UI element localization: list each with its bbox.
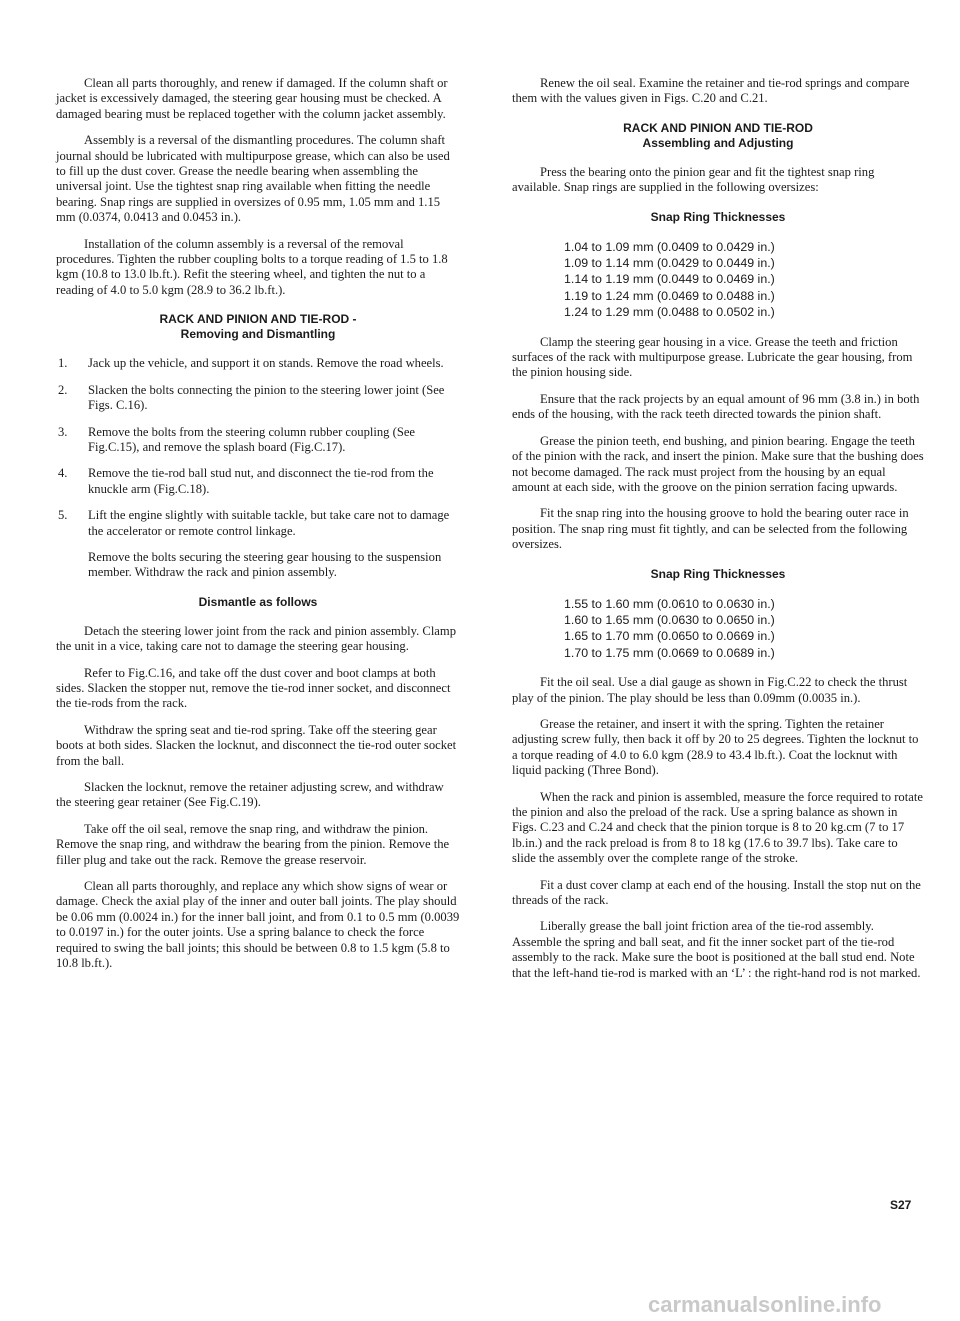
paragraph: Ensure that the rack projects by an equal amount of 96 mm (3.8 in.) in both ends of the housing, with the rack teeth directed towards the pinion shaft. (512, 391, 920, 422)
paragraph: Clean all parts thoroughly, and replace any which show signs of wear or damage. Check the axial play of the inner and outer ball joints. The play should be 0.06 mm (0.0024 in.) for the inner ball joint, and from 0.1 to 0.5 mm (0.0039 to 0.0197 in.) for the outer joints. Use a spring balance to check the force required to swing the ball joints; this should be between 0.8 to 1.5 kgm (5.8 to 10.8 lb.ft.). (56, 879, 460, 971)
section-heading-title: RACK AND PINION AND TIE-ROD (623, 120, 813, 135)
paragraph: Fit a dust cover clamp at each end of the housing. Install the stop nut on the threads of the rack. (512, 877, 921, 908)
step-text: Lift the engine slightly with suitable tackle, but take care not to damage the accelerator or remote control linkage. (88, 508, 450, 538)
table-row: 1.14 to 1.19 mm (0.0449 to 0.0469 in.) (564, 272, 775, 287)
section-heading-subtitle: Removing and Dismantling (180, 327, 336, 342)
paragraph: Liberally grease the ball joint friction area of the tie-rod assembly. Assemble the spring and ball seat, and fit the inner socket part of the tie-rod assembly to the rack. Make sure the boot is positioned at the ball stud end. Note that the left-hand tie-rod is marked with an ‘L’ : the right-hand rod is not marked. (512, 919, 921, 980)
snap-ring-table (564, 239, 924, 321)
step-text: Slacken the bolts connecting the pinion to the steering lower joint (See Figs. C.16). (88, 382, 445, 413)
paragraph: Press the bearing onto the pinion gear and fit the tightest snap ring available. Snap rings are supplied in the following oversizes: (512, 164, 875, 195)
table-row: 1.09 to 1.14 mm (0.0429 to 0.0449 in.) (564, 256, 775, 271)
paragraph: Fit the snap ring into the housing groove to hold the bearing outer race in position. The snap ring must fit tightly, and can be selected from the following oversizes. (512, 506, 909, 552)
paragraph: Clean all parts thoroughly, and renew if damaged. If the column shaft or jacket is excessively damaged, the steering gear housing must be checked. A damaged bearing must be replaced together with the column jacket assembly. (56, 76, 448, 121)
paragraph: When the rack and pinion is assembled, measure the force required to rotate the pinion and also the preload of the rack. Use a spring balance as shown in Figs. C.23 and C.24 and check that the pinion torque is 8 to 20 kg.cm (7 to 17 lb.in.) and the rack preload is from 8 to 18 kg (17.6 to 39.7 lbs). Take care to slide the assembly over the complete range of the stroke. (512, 789, 923, 866)
step-item (56, 425, 460, 456)
page-number: S27 (890, 1198, 912, 1212)
paragraph: Clamp the steering gear housing in a vice. Grease the teeth and friction surfaces of the rack with multipurpose grease. Lubricate the gear housing, from the pinion housing side. (512, 334, 913, 380)
section-heading-title: RACK AND PINION AND TIE-ROD - (159, 312, 357, 327)
table-row: 1.24 to 1.29 mm (0.0488 to 0.0502 in.) (564, 305, 775, 320)
table-row: 1.19 to 1.24 mm (0.0469 to 0.0488 in.) (564, 288, 775, 303)
paragraph: Fit the oil seal. Use a dial gauge as shown in Fig.C.22 to check the thrust play of the pinion. The play should be less than 0.09mm (0.0035 in.). (512, 675, 908, 705)
paragraph: Assembly is a reversal of the dismantling procedures. The column shaft journal should be lubricated with multipurpose grease, which can also be used to fill up the dust cover. Grease the needle bearing when assembling the universal joint. Use the tightest snap ring available when fitting the needle bearing. Snap rings are supplied in oversizes of 0.95 mm, 1.05 mm and 1.15 mm (0.0374, 0.0413 and 0.0453 in.). (56, 133, 450, 225)
procedure-steps (56, 356, 460, 539)
paragraph: Grease the pinion teeth, end bushing, and pinion bearing. Engage the teeth of the pinion with the rack, and insert the pinion. Make sure that the bushing does not become damaged. The rack must project from the housing by an equal amount at each side, with the groove on the pinion serration facing upwards. (512, 433, 924, 494)
right-column (512, 76, 924, 992)
step-number: 1. (58, 356, 68, 371)
paragraph: Take off the oil seal, remove the snap ring, and withdraw the pinion. Remove the snap ring, and withdraw the bearing from the pinion. Remove the filler plug and take out the rack. Remove the grease reservoir. (56, 821, 450, 867)
table-row: 1.70 to 1.75 mm (0.0669 to 0.0689 in.) (564, 645, 775, 660)
table-row: 1.55 to 1.60 mm (0.0610 to 0.0630 in.) (564, 596, 775, 611)
paragraph: Grease the retainer, and insert it with the spring. Tighten the retainer adjusting screw fully, then back it off by 20 to 25 degrees. Tighten the locknut to a torque reading of 4.0 to 6.0 kgm (28.9 to 43.4 lb.ft.). Coat the locknut with liquid packing (Three Bond). (512, 716, 919, 778)
step-item (56, 466, 460, 497)
paragraph: Slacken the locknut, remove the retainer adjusting screw, and withdraw the steering gear retainer (See Fig.C.19). (56, 780, 444, 810)
table-row: 1.65 to 1.70 mm (0.0650 to 0.0669 in.) (564, 629, 775, 644)
table-title: Snap Ring Thicknesses (650, 209, 786, 224)
watermark: carmanualsonline.info (648, 1292, 882, 1317)
snap-ring-table (564, 596, 924, 662)
step-item (56, 383, 460, 414)
step-item (56, 356, 460, 371)
section-heading (512, 121, 924, 151)
paragraph: Detach the steering lower joint from the rack and pinion assembly. Clamp the unit in a vice, taking care not to damage the steering gear housing. (56, 623, 456, 654)
paragraph: Remove the bolts securing the steering gear housing to the suspension member. Withdraw the rack and pinion assembly. (88, 549, 442, 580)
sub-heading (56, 595, 460, 610)
paragraph: Renew the oil seal. Examine the retainer and tie-rod springs and compare them with the values given in Figs. C.20 and C.21. (512, 76, 910, 106)
table-title: Snap Ring Thicknesses (650, 566, 786, 581)
step-text: Remove the bolts from the steering column rubber coupling (See Fig.C.15), and remove the splash board (Fig.C.17). (88, 424, 416, 454)
paragraph: Refer to Fig.C.16, and take off the dust cover and boot clamps at both sides. Slacken the stopper nut, remove the tie-rod inner socket, and disconnect the tie-rods from the rack. (56, 665, 451, 711)
table-row: 1.60 to 1.65 mm (0.0630 to 0.0650 in.) (564, 612, 775, 627)
section-heading (56, 312, 460, 342)
step-number: 2. (58, 382, 68, 397)
step-number: 4. (58, 466, 68, 481)
paragraph: Installation of the column assembly is a reversal of the removal procedures. Tighten the rubber coupling bolts to a torque reading of 1.5 to 1.8 kgm (10.8 to 13.0 lb.ft.). Refit the steering wheel, and tighten the nut to a reading of 4.0 to 5.0 kgm (28.9 to 36.2 lb.ft.). (56, 236, 448, 297)
table-row: 1.04 to 1.09 mm (0.0409 to 0.0429 in.) (564, 239, 775, 254)
paragraph: Withdraw the spring seat and tie-rod spring. Take off the steering gear boots at both sides. Slacken the locknut, and disconnect the tie-rod outer socket from the ball. (56, 722, 457, 768)
step-number: 3. (58, 424, 68, 439)
left-column (56, 76, 460, 982)
step-item (56, 508, 460, 539)
step-text: Jack up the vehicle, and support it on stands. Remove the road wheels. (88, 356, 444, 371)
section-heading-subtitle: Assembling and Adjusting (642, 135, 794, 150)
step-number: 5. (58, 508, 68, 523)
sub-heading-title: Dismantle as follows (198, 594, 318, 609)
step-text: Remove the tie-rod ball stud nut, and disconnect the tie-rod from the knuckle arm (Fig.C.18). (88, 466, 434, 496)
